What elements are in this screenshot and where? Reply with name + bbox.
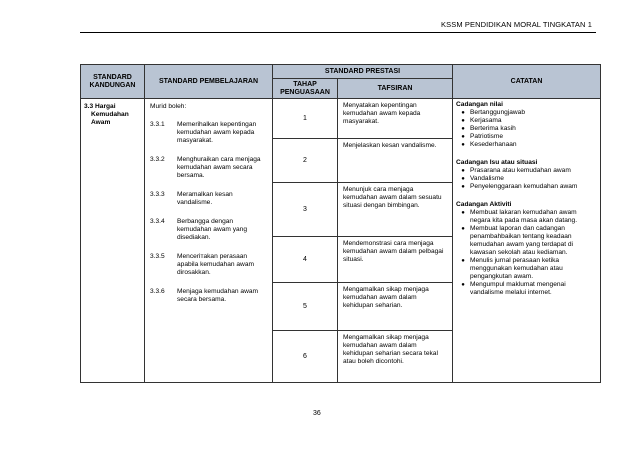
catatan-aktiviti-list <box>456 209 597 297</box>
pembelajaran-item: 3.3.2 Menghuraikan cara menjaga kemudahan awam secara bersama. <box>150 156 261 179</box>
catatan-isu-heading: Cadangan Isu atau situasi <box>456 159 538 166</box>
list-item: ● Penyelenggaraan kemudahan awam <box>456 183 597 191</box>
bullet-icon: ● <box>461 282 465 288</box>
list-item: ● Membuat laporan dan cadangan penambahbaikan tentang keadaan kemudahan awam yang terdapat di kawasan sekolah atau kediaman. <box>456 225 597 257</box>
tafsiran-cell: Mengamalkan sikap menjaga kemudahan awam dalam kehidupan seharian secara tekal atau boleh dicontohi. <box>338 331 453 383</box>
bullet-icon: ● <box>461 258 465 264</box>
bullet-icon: ● <box>461 176 465 182</box>
list-item: ● Prasarana atau kemudahan awam <box>456 167 597 175</box>
bullet-icon: ● <box>461 210 465 216</box>
list-item: ● Berterima kasih <box>456 125 597 133</box>
list-item: ● Membuat lakaran kemudahan awam negara kita pada masa akan datang. <box>456 209 597 225</box>
list-item: ● Kerjasama <box>456 117 597 125</box>
document-header: KSSM PENDIDIKAN MORAL TINGKATAN 1 <box>441 20 592 29</box>
pembelajaran-intro: Murid boleh: <box>150 103 187 110</box>
kandungan-title: Hargai <box>95 103 116 110</box>
pembelajaran-item: 3.3.6 Menjaga kemudahan awam secara bersama. <box>150 288 259 303</box>
list-item: ● Vandalisme <box>456 175 597 183</box>
tahap-level: 4 <box>273 237 338 283</box>
list-item: ● Patriotisme <box>456 133 597 141</box>
tahap-level: 2 <box>273 139 338 183</box>
tahap-level: 3 <box>273 183 338 237</box>
bullet-icon: ● <box>461 226 465 232</box>
header-standard-prestasi: STANDARD PRESTASI <box>273 65 453 79</box>
page-number: 36 <box>313 410 321 417</box>
header-standard-pembelajaran: STANDARD PEMBELAJARAN <box>145 65 273 99</box>
catatan-nilai-list <box>456 109 597 149</box>
tafsiran-cell: Mengamalkan sikap menjaga kemudahan awam dalam kehidupan seharian. <box>338 283 453 331</box>
header-standard-kandungan: STANDARD KANDUNGAN <box>81 65 145 99</box>
tahap-level: 1 <box>273 99 338 139</box>
catatan-nilai-heading: Cadangan nilai <box>456 101 503 108</box>
list-item: ● Menulis jurnal perasaan ketika menggunakan kemudahan atau pengangkutan awam. <box>456 257 597 281</box>
bullet-icon: ● <box>461 168 465 174</box>
standards-table <box>80 64 601 383</box>
standard-kandungan-cell <box>81 99 145 383</box>
tahap-level: 5 <box>273 283 338 331</box>
tafsiran-cell: Menjelaskan kesan vandalisme. <box>338 139 453 183</box>
list-item: ● Bertanggungjawab <box>456 109 597 117</box>
list-item: ● Mengumpul maklumat mengenai vandalisme melalui internet. <box>456 281 597 297</box>
pembelajaran-item: 3.3.3 Meramalkan kesan vandalisme. <box>150 191 233 206</box>
header-catatan: CATATAN <box>453 65 601 99</box>
bullet-icon: ● <box>461 134 465 140</box>
header-divider <box>80 32 596 33</box>
kandungan-subtitle: Kemudahan Awam <box>91 111 129 126</box>
catatan-aktiviti-heading: Cadangan Aktiviti <box>456 201 512 208</box>
list-item: ● Kesederhanaan <box>456 141 597 149</box>
standard-pembelajaran-cell <box>145 99 273 383</box>
bullet-icon: ● <box>461 142 465 148</box>
tafsiran-cell: Mendemonstrasi cara menjaga kemudahan awam dalam pelbagai situasi. <box>338 237 453 283</box>
bullet-icon: ● <box>461 126 465 132</box>
bullet-icon: ● <box>461 110 465 116</box>
tafsiran-cell: Menyatakan kepentingan kemudahan awam kepada masyarakat. <box>338 99 453 139</box>
bullet-icon: ● <box>461 184 465 190</box>
bullet-icon: ● <box>461 118 465 124</box>
pembelajaran-item: 3.3.1 Memerihalkan kepentingan kemudahan awam kepada masyarakat. <box>150 121 257 144</box>
header-tafsiran: TAFSIRAN <box>338 79 453 99</box>
header-tahap-penguasaan: TAHAP PENGUASAAN <box>273 79 338 99</box>
pembelajaran-item: 3.3.5 Mencerітakan perasaan apabila kemudahan awam dirosakkan. <box>150 253 254 276</box>
tahap-level: 6 <box>273 331 338 383</box>
kandungan-number: 3.3 <box>84 103 94 110</box>
catatan-cell <box>453 99 601 383</box>
catatan-isu-list <box>456 167 597 191</box>
tafsiran-cell: Menunjuk cara menjaga kemudahan awam dalam sesuatu situasi dengan bimbingan. <box>338 183 453 237</box>
pembelajaran-item: 3.3.4 Berbangga dengan kemudahan awam yang disediakan. <box>150 218 248 241</box>
